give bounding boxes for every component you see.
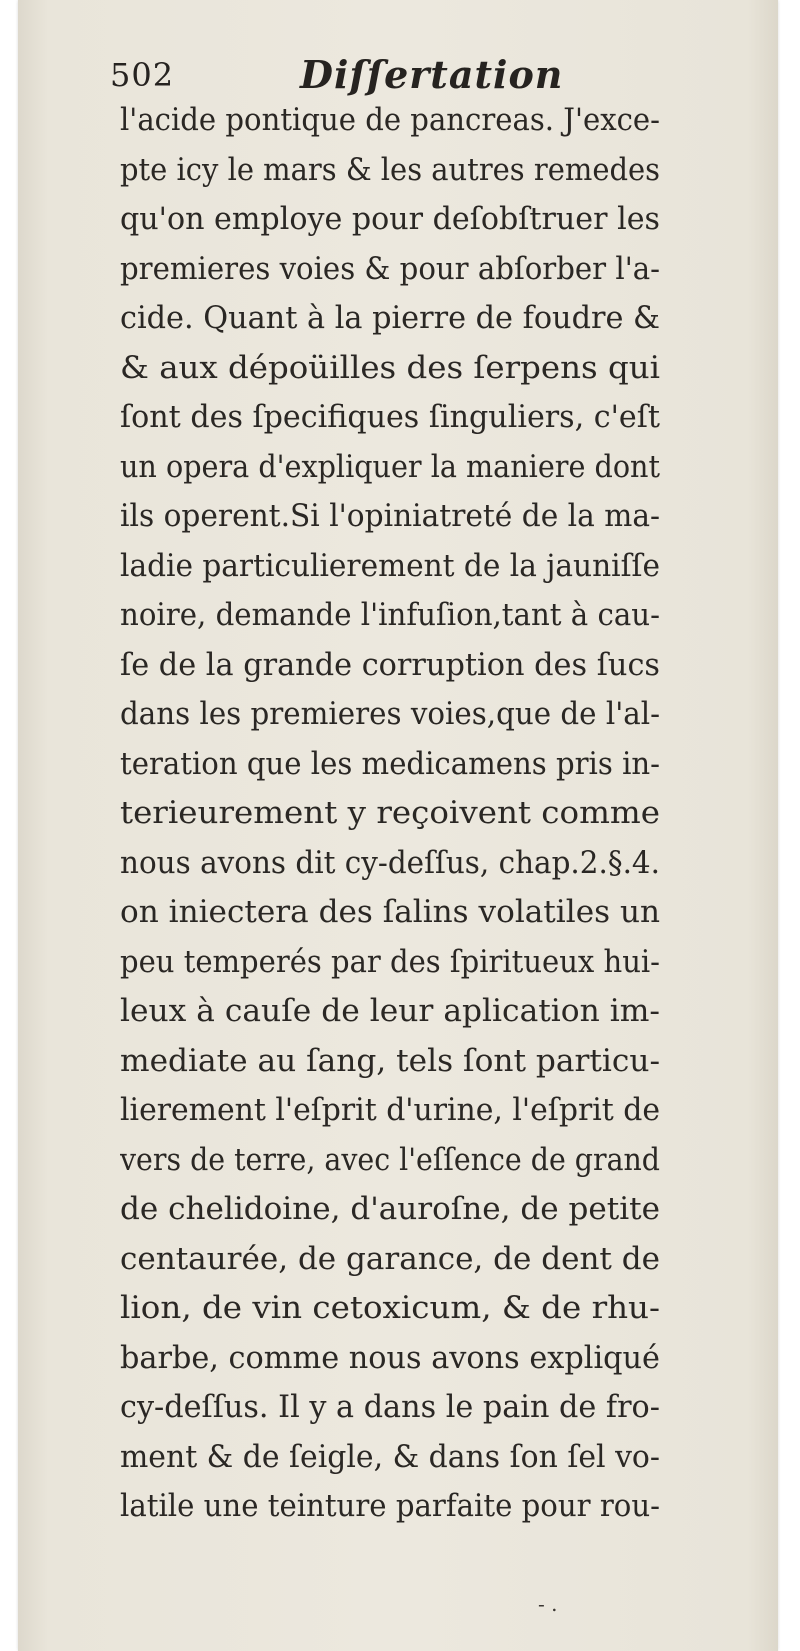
text-line: leux à cauſe de leur aplication im-: [120, 993, 660, 1029]
text-line: lion, de vin cetoxicum, & de rhu-: [120, 1290, 660, 1326]
page-number: 502: [110, 56, 175, 94]
text-line: & aux dépoüilles des ſerpens qui: [120, 349, 660, 386]
text-line: premieres voies & pour abſorber l'a-: [120, 250, 660, 287]
running-title: Diſſertation: [300, 52, 564, 97]
text-line: centaurée, de garance, de dent de: [120, 1240, 660, 1277]
text-line: mediate au ſang, tels ſont particu-: [120, 1042, 660, 1079]
text-line: ment & de ſeigle, & dans ſon ſel vo-: [120, 1438, 660, 1475]
text-line: latile une teinture parfaite pour rou-: [120, 1488, 660, 1524]
text-line: terieurement y reçoivent comme: [120, 795, 660, 831]
text-line: ils operent.Si l'opiniatreté de la ma-: [120, 498, 660, 534]
text-line: nous avons dit cy-deſſus, chap.2.§.4.: [120, 844, 660, 881]
text-line: barbe, comme nous avons expliqué: [120, 1339, 660, 1376]
text-line: de chelidoine, d'auroſne, de petite: [120, 1191, 660, 1227]
text-line: qu'on employe pour deſobſtruer les: [120, 201, 660, 237]
text-line: un opera d'expliquer la maniere dont: [120, 448, 660, 485]
text-line: cide. Quant à la pierre de foudre &: [120, 300, 660, 336]
text-line: on iniectera des ſalins volatiles un: [120, 894, 660, 930]
text-line: pte icy le mars & les autres remedes: [120, 151, 660, 188]
text-line: noire, demande l'infuſion,tant à cau-: [120, 597, 660, 633]
book-page: [18, 0, 778, 1651]
text-line: lierement l'eſprit d'urine, l'eſprit de: [120, 1092, 660, 1128]
body-text: [120, 96, 660, 1532]
text-line: teration que les medicamens pris in-: [120, 745, 660, 782]
text-line: l'acide pontique de pancreas. J'exce-: [120, 102, 660, 138]
text-line: cy-deſſus. Il y a dans le pain de fro-: [120, 1389, 660, 1425]
text-line: dans les premieres voies,que de l'al-: [120, 696, 660, 732]
text-line: ladie particulierement de la jauniſſe: [120, 547, 660, 584]
text-line: vers de terre, avec l'eſſence de grand: [120, 1141, 660, 1178]
text-line: ſe de la grande corruption des ſucs: [120, 646, 660, 683]
text-line: peu temperés par des ſpiritueux hui-: [120, 943, 660, 980]
footer-mark: - .: [538, 1592, 558, 1616]
page-header: [110, 52, 670, 102]
text-line: ſont des ſpecifiques ſinguliers, c'eſt: [120, 399, 660, 435]
